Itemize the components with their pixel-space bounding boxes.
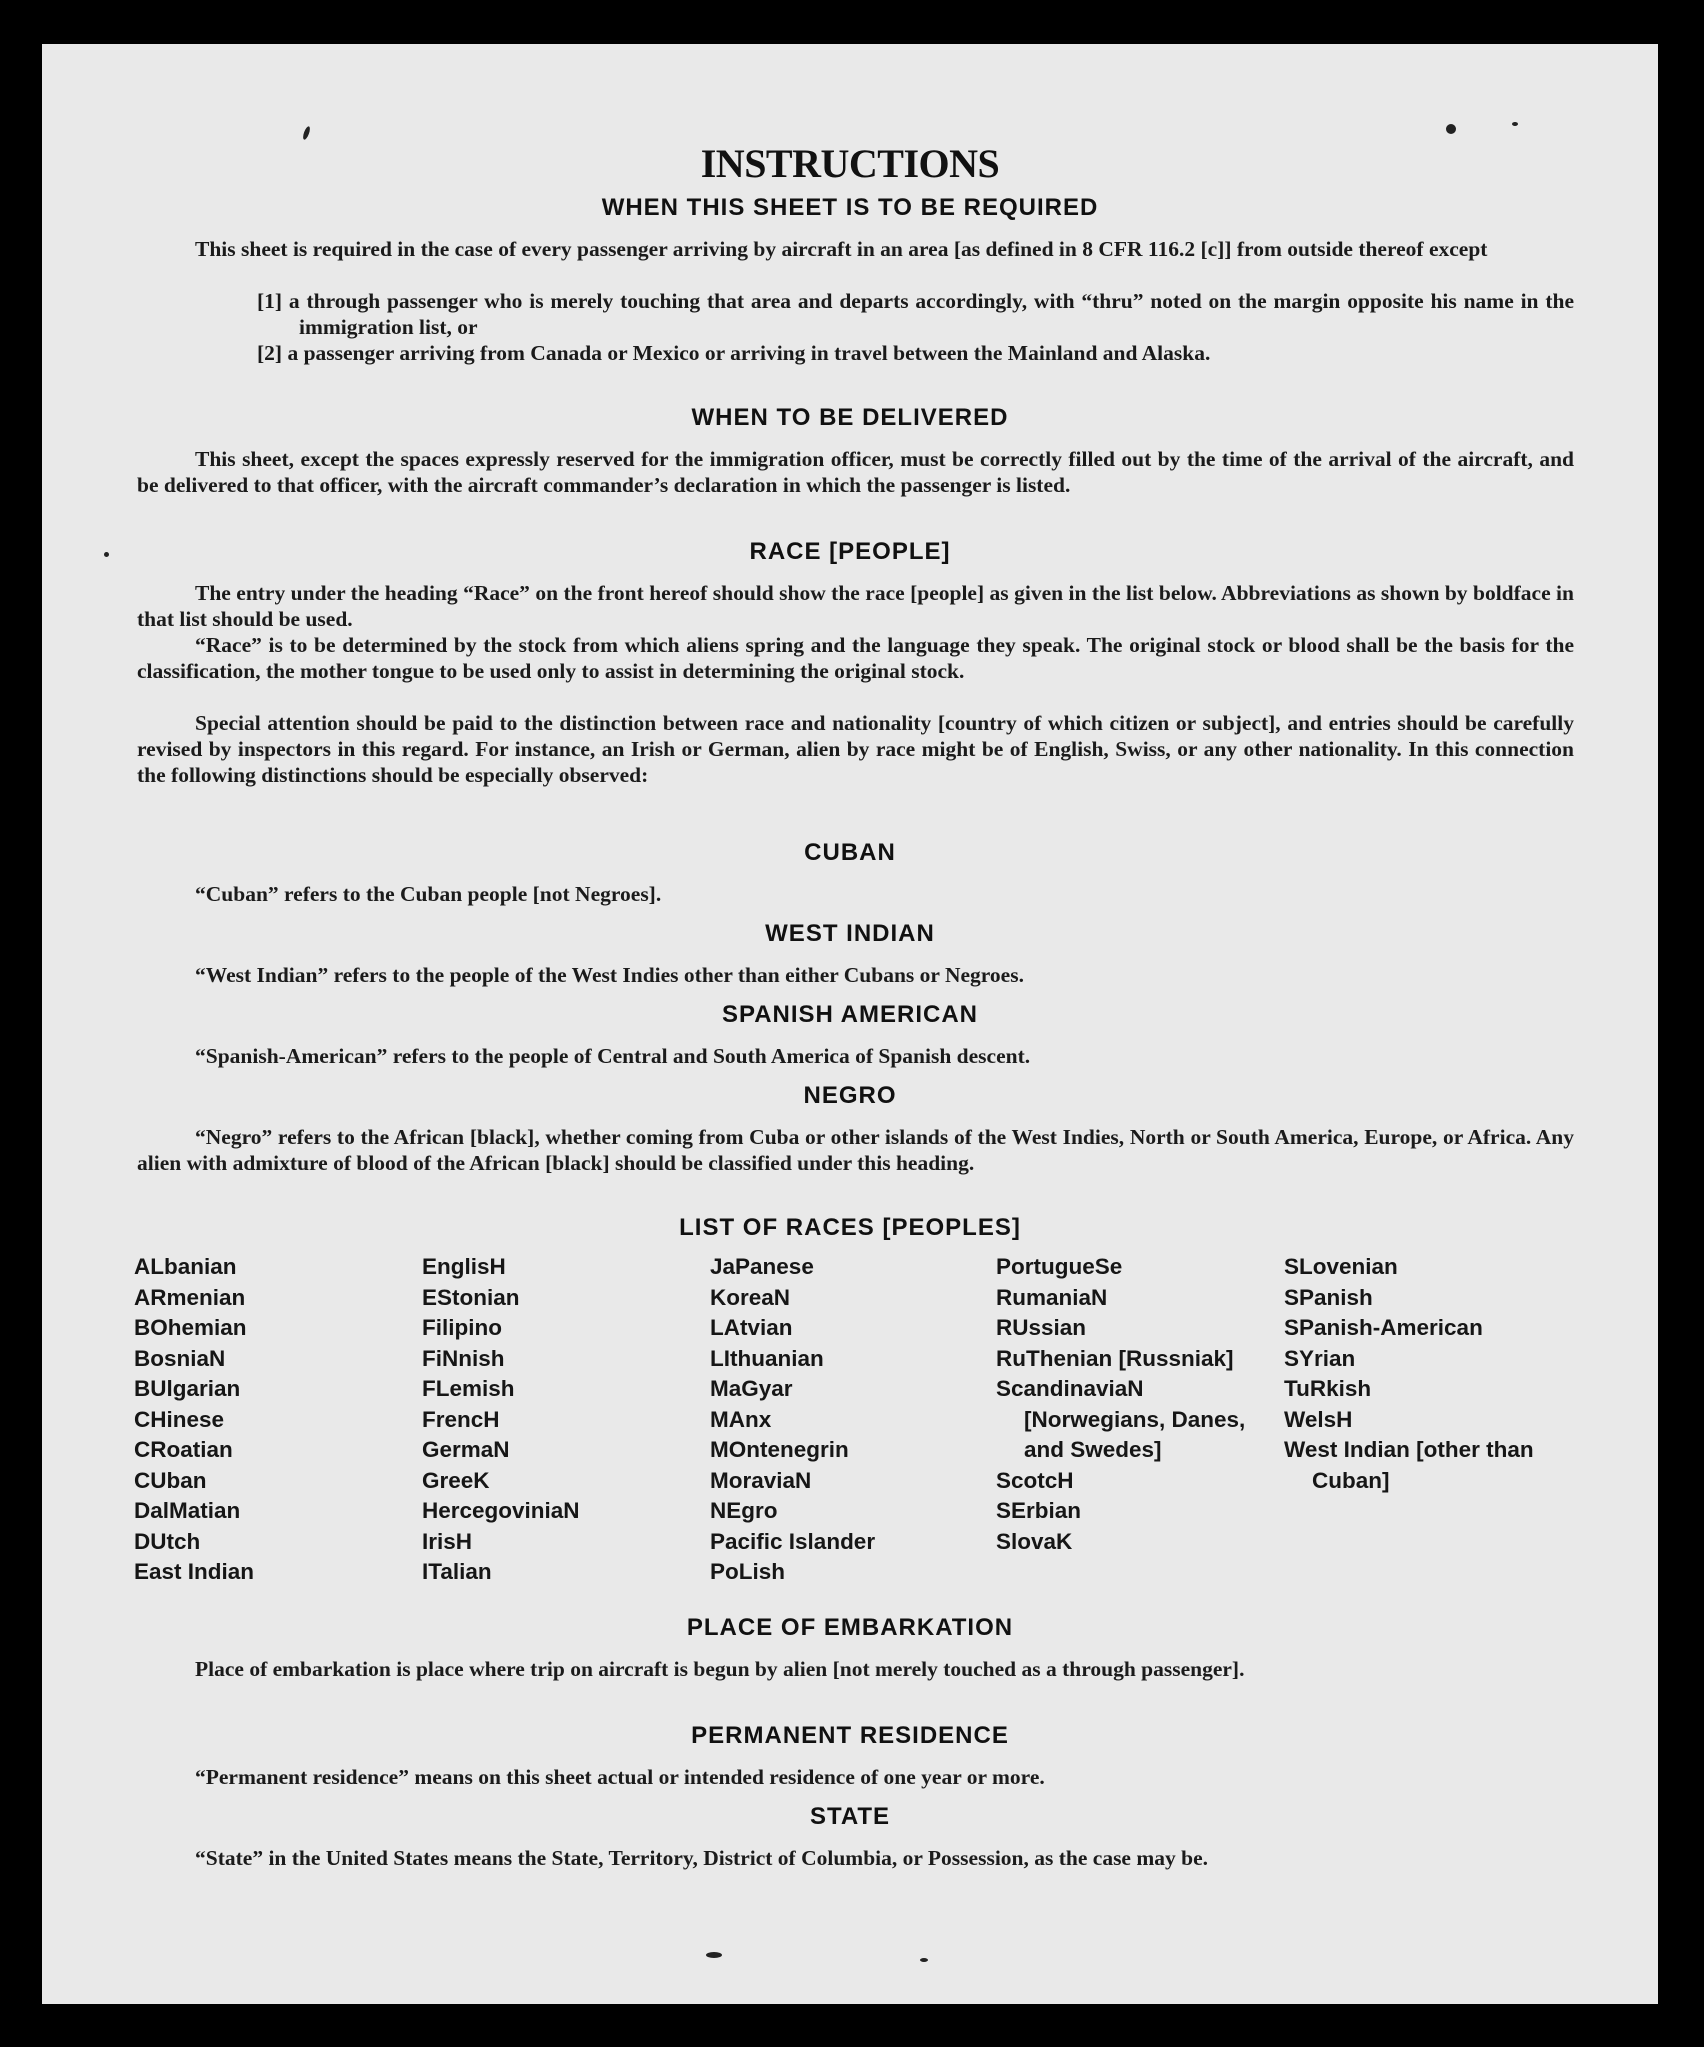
residence-text: “Permanent residence” means on this sheet actual or intended residence of one year or more. [195, 1765, 1045, 1789]
heading-when-required: WHEN THIS SHEET IS TO BE REQUIRED [601, 194, 1099, 221]
race-entry: FrencH [422, 1406, 500, 1432]
race-entry: CUban [134, 1467, 207, 1493]
race-entry: IrisH [422, 1528, 473, 1554]
race-entry: DalMatian [134, 1498, 241, 1523]
race-entry: MoraviaN [710, 1467, 812, 1493]
race-entry: ScotcH [996, 1467, 1074, 1493]
exception-item-1: [1] a through passenger who is merely touching that area and departs accordingly, with “thru” noted on the margin opposite his name in the immigration list, or [257, 289, 1574, 339]
race-entry: MAnx [710, 1406, 772, 1432]
race-entry: SPanish-American [1284, 1315, 1483, 1340]
race-entry: SPanish [1284, 1284, 1373, 1310]
race-entry: EnglisH [422, 1254, 506, 1279]
race-entry: Pacific Islander [710, 1528, 876, 1554]
races-column-4 [996, 1252, 1284, 1588]
heading-race: RACE [PEOPLE] [749, 538, 951, 565]
race-entry: LIthuanian [710, 1345, 824, 1371]
races-column-3 [710, 1252, 996, 1588]
heading-permanent-residence: PERMANENT RESIDENCE [691, 1722, 1009, 1749]
races-column-1 [134, 1252, 422, 1588]
race-entry: TuRkish [1284, 1376, 1372, 1401]
heading-state: STATE [809, 1803, 891, 1830]
races-list [134, 1252, 1584, 1588]
race-paragraph-1: The entry under the heading “Race” on the front hereof should show the race [people] as given in the list below. Abbreviations as shown by boldface in that list should be used. [137, 581, 1574, 631]
race-entry: CRoatian [134, 1437, 233, 1462]
race-entry: ALbanian [134, 1254, 237, 1279]
race-entry: GreeK [422, 1467, 490, 1493]
race-entry: DUtch [134, 1528, 201, 1554]
race-entry: JaPanese [710, 1254, 814, 1279]
race-paragraph-3: Special attention should be paid to the distinction between race and nationality [country of which citizen or subject], and entries should be carefully revised by inspectors in this regard. For instance, an Irish or German, alien by race might be of English, Swiss, or any other nationality. In this connection the following distinctions should be especially observed: [137, 711, 1574, 787]
heading-when-delivered: WHEN TO BE DELIVERED [691, 404, 1009, 431]
heading-negro: NEGRO [803, 1082, 897, 1109]
race-entry: MaGyar [710, 1376, 793, 1401]
race-entry: ScandinaviaN [Norwegians, Danes, and Swedes] [996, 1376, 1246, 1462]
scan-speck [1512, 122, 1518, 126]
race-paragraph-2: “Race” is to be determined by the stock from which aliens spring and the language they speak. The original stock or blood shall be the basis for the classification, the mother tongue to be used only to assist in determining the original stock. [137, 633, 1574, 683]
race-entry: East Indian [134, 1559, 255, 1584]
race-entry: GermaN [422, 1437, 510, 1462]
race-entry: BOhemian [134, 1315, 247, 1340]
race-entry: CHinese [134, 1406, 225, 1432]
race-entry: ITalian [422, 1559, 492, 1584]
heading-west-indian: WEST INDIAN [765, 920, 935, 947]
race-entry: MOntenegrin [710, 1437, 849, 1462]
race-entry: PoLish [710, 1559, 786, 1584]
race-entry: SlovaK [996, 1528, 1073, 1554]
race-entry: SErbian [996, 1498, 1082, 1523]
race-entry: West Indian [other than Cuban] [1284, 1437, 1534, 1493]
race-entry: WelsH [1284, 1406, 1353, 1432]
race-entry: FiNnish [422, 1345, 505, 1371]
heading-embarkation: PLACE OF EMBARKATION [686, 1614, 1014, 1641]
scan-speck [104, 552, 109, 557]
race-entry: PortugueSe [996, 1254, 1123, 1279]
race-entry: EStonian [422, 1284, 520, 1310]
race-entry: FLemish [422, 1376, 515, 1401]
scan-speck [302, 126, 311, 141]
when-required-intro: This sheet is required in the case of every passenger arriving by aircraft in an area [as defined in 8 CFR 116.2 [c]] from outside thereof except [195, 237, 1488, 261]
embarkation-text: Place of embarkation is place where trip on aircraft is begun by alien [not merely touched as a through passenger]. [195, 1657, 1245, 1681]
race-entry: BUlgarian [134, 1376, 241, 1401]
race-entry: RUssian [996, 1315, 1087, 1340]
heading-cuban: CUBAN [804, 839, 896, 866]
west-indian-text: “West Indian” refers to the people of the West Indies other than either Cubans or Negroes. [195, 963, 1024, 987]
race-entry: NEgro [710, 1498, 778, 1523]
page-title: INSTRUCTIONS [700, 141, 1000, 186]
race-entry: RuThenian [Russniak] [996, 1345, 1234, 1371]
document-page [42, 44, 1658, 2004]
spanish-american-text: “Spanish-American” refers to the people of Central and South America of Spanish descent. [195, 1044, 1031, 1068]
exception-item-2: [2] a passenger arriving from Canada or Mexico or arriving in travel between the Mainland and Alaska. [257, 341, 1211, 365]
scan-speck [920, 1958, 928, 1962]
race-entry: SLovenian [1284, 1254, 1398, 1279]
heading-list-of-races: LIST OF RACES [PEOPLES] [679, 1214, 1021, 1241]
races-column-5 [1284, 1252, 1584, 1588]
race-entry: ARmenian [134, 1284, 246, 1310]
cuban-text: “Cuban” refers to the Cuban people [not Negroes]. [195, 882, 662, 906]
race-entry: RumaniaN [996, 1284, 1108, 1310]
when-delivered-text: This sheet, except the spaces expressly reserved for the immigration officer, must be correctly filled out by the time of the arrival of the aircraft, and be delivered to that officer, with the aircraft commander’s declaration in which the passenger is listed. [137, 447, 1574, 497]
race-entry: LAtvian [710, 1315, 793, 1340]
race-entry: KoreaN [710, 1284, 791, 1310]
state-text: “State” in the United States means the State, Territory, District of Columbia, or Possession, as the case may be. [195, 1846, 1209, 1870]
heading-spanish-american: SPANISH AMERICAN [721, 1001, 978, 1028]
race-entry: BosniaN [134, 1345, 226, 1371]
negro-text: “Negro” refers to the African [black], whether coming from Cuba or other islands of the West Indies, North or South America, Europe, or Africa. Any alien with admixture of blood of the African [black] should be classified under this heading. [137, 1125, 1574, 1175]
scan-speck [1446, 124, 1456, 134]
race-entry: HercegoviniaN [422, 1498, 580, 1523]
race-entry: Filipino [422, 1315, 502, 1340]
scan-speck [706, 1952, 722, 1958]
race-entry: SYrian [1284, 1345, 1356, 1371]
races-column-2 [422, 1252, 710, 1588]
